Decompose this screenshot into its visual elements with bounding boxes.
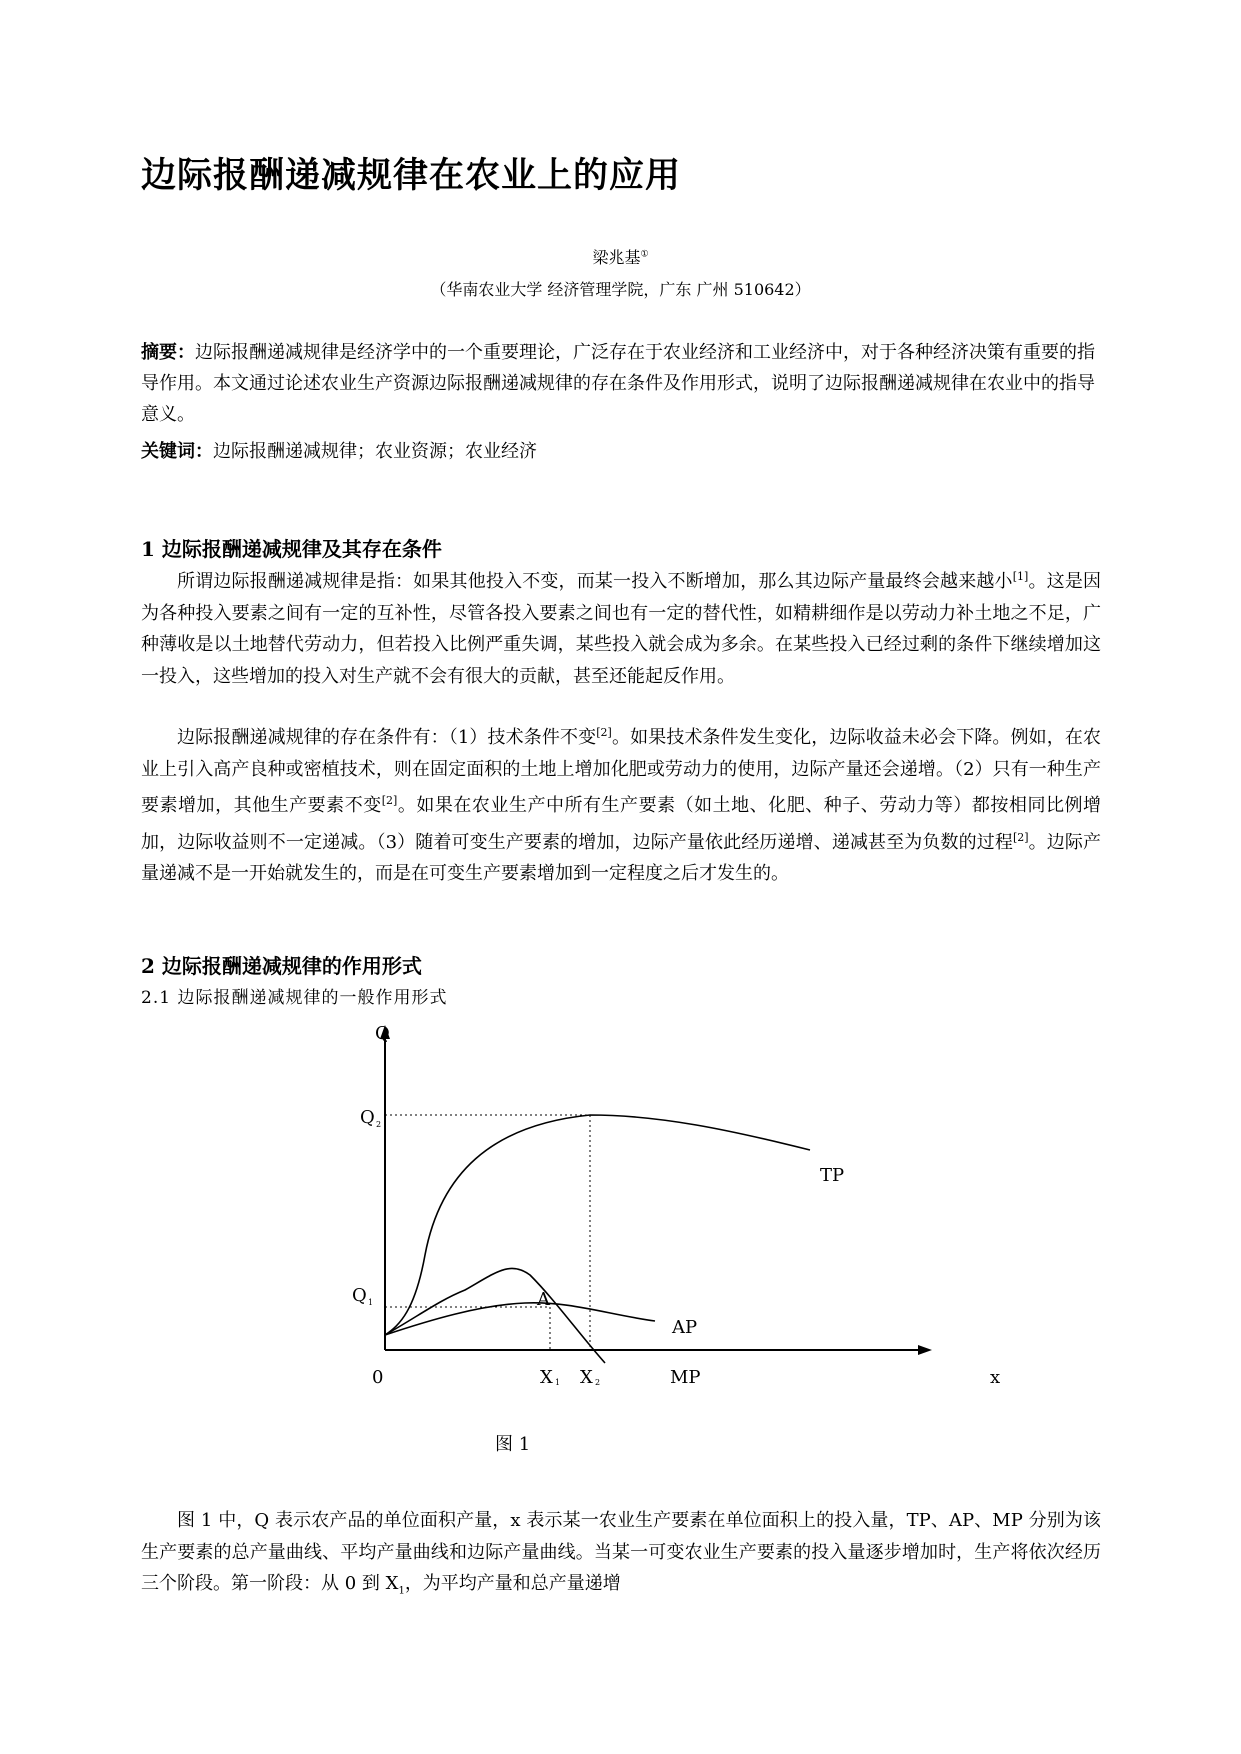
para3-text-b: ，为平均产量和总产量递增: [404, 1573, 621, 1594]
para3-text-a: 图 1 中，Q 表示农产品的单位面积产量，x 表示某一农业生产要素在单位面积上的投入量，TP、AP、MP 分别为该生产要素的总产量曲线、平均产量曲线和边际产量曲线。当某一可变农业生产要素的投入量逐步增加时，生产将依次经历三个阶段。第一阶段：从 0 到 X: [141, 1510, 1101, 1594]
section-1-paragraph-1: [141, 561, 1101, 692]
x1-subscript: 1: [398, 1585, 405, 1597]
subsection-2-1-heading: 2.1 边际报酬递减规律的一般作用形式: [141, 988, 448, 1008]
q2-label-subscript: 2: [376, 1120, 382, 1129]
section-2-heading: 2 边际报酬递减规律的作用形式: [141, 954, 422, 978]
author-name: 梁兆基: [592, 248, 641, 267]
p2-text-c: 。如果在农业生产中所有生产要素（如土地、化肥、种子、劳动力等）都按相同比例增加，边际收益则不一定递减。（3）随着可变生产要素的增加，边际产量依此经历递增、递减甚至为负数的过程: [141, 795, 1101, 853]
x-axis-label: x: [990, 1367, 1001, 1388]
x1-label: X: [540, 1367, 553, 1388]
point-a-label: A: [537, 1289, 550, 1310]
abstract-text: 边际报酬递减规律是经济学中的一个重要理论，广泛存在于农业经济和工业经济中，对于各种经济决策有重要的指导作用。本文通过论述农业生产资源边际报酬递减规律的存在条件及作用形式，说明了边际报酬递减规律在农业中的指导意义。: [141, 342, 1095, 425]
abstract: [141, 337, 1101, 430]
citation-ref: [2]: [381, 794, 398, 807]
citation-ref: [2]: [596, 726, 612, 739]
q1-label: Q: [352, 1285, 367, 1306]
ap-curve: [385, 1303, 655, 1335]
figure-description-paragraph: [141, 1505, 1101, 1607]
keywords-text: 边际报酬递减规律；农业资源；农业经济: [213, 441, 537, 462]
p1-text-b: 。这是因为各种投入要素之间有一定的互补性，尽管各投入要素之间也有一定的替代性，如精耕细作是以劳动力补土地之不足，广种薄收是以土地替代劳动力，但若投入比例严重失调，某些投入就会成为多余。在某些投入已经过剩的条件下继续增加这一投入，这些增加的投入对生产就不会有很大的贡献，甚至还能起反作用。: [141, 571, 1102, 687]
section-1-paragraph-2: [141, 717, 1101, 890]
origin-label: 0: [372, 1367, 384, 1388]
x1-label-subscript: 1: [555, 1378, 561, 1387]
p2-text-b: 。如果技术条件发生变化，边际收益未必会下降。例如，在农业上引入高产良种或密植技术，则在固定面积的土地上增加化肥或劳动力的使用，边际产量还会递增。（2）只有一种生产要素增加，其他生产要素不变: [141, 727, 1102, 816]
p2-text-a: 边际报酬递减规律的存在条件有：（1）技术条件不变: [177, 727, 597, 748]
author-footnote-mark: ①: [640, 249, 649, 260]
section-1-heading: 1 边际报酬递减规律及其存在条件: [141, 537, 442, 561]
paper-title: 边际报酬递减规律在农业上的应用: [141, 156, 682, 196]
citation-ref: [1]: [1012, 570, 1029, 583]
y-axis-label: Q: [375, 1023, 390, 1044]
x2-label-subscript: 2: [595, 1378, 601, 1387]
mp-curve-label: MP: [670, 1367, 701, 1388]
figure-1-caption: 图 1: [495, 1434, 531, 1455]
q1-label-subscript: 1: [368, 1298, 374, 1307]
ap-curve-label: AP: [672, 1317, 698, 1338]
figure-1-diagram: [340, 1015, 1020, 1415]
q2-label: Q: [360, 1107, 375, 1128]
author-line: [0, 245, 1241, 268]
tp-curve: [385, 1115, 810, 1335]
tp-curve-label: TP: [820, 1165, 845, 1186]
x2-label: X: [580, 1367, 593, 1388]
x-axis-arrow: [918, 1345, 932, 1355]
keywords-label: 关键词：: [141, 441, 213, 462]
citation-ref: [2]: [1012, 830, 1029, 844]
affiliation: （华南农业大学 经济管理学院，广东 广州 510642）: [430, 280, 811, 299]
keywords: [141, 436, 1101, 467]
abstract-label: 摘要：: [141, 342, 195, 363]
p1-text-a: 所谓边际报酬递减规律是指：如果其他投入不变，而某一投入不断增加，那么其边际产量最终会越来越小: [177, 571, 1013, 592]
p2-text-d: 。边际产量递减不是一开始就发生的，而是在可变生产要素增加到一定程度之后才发生的。: [141, 831, 1101, 884]
